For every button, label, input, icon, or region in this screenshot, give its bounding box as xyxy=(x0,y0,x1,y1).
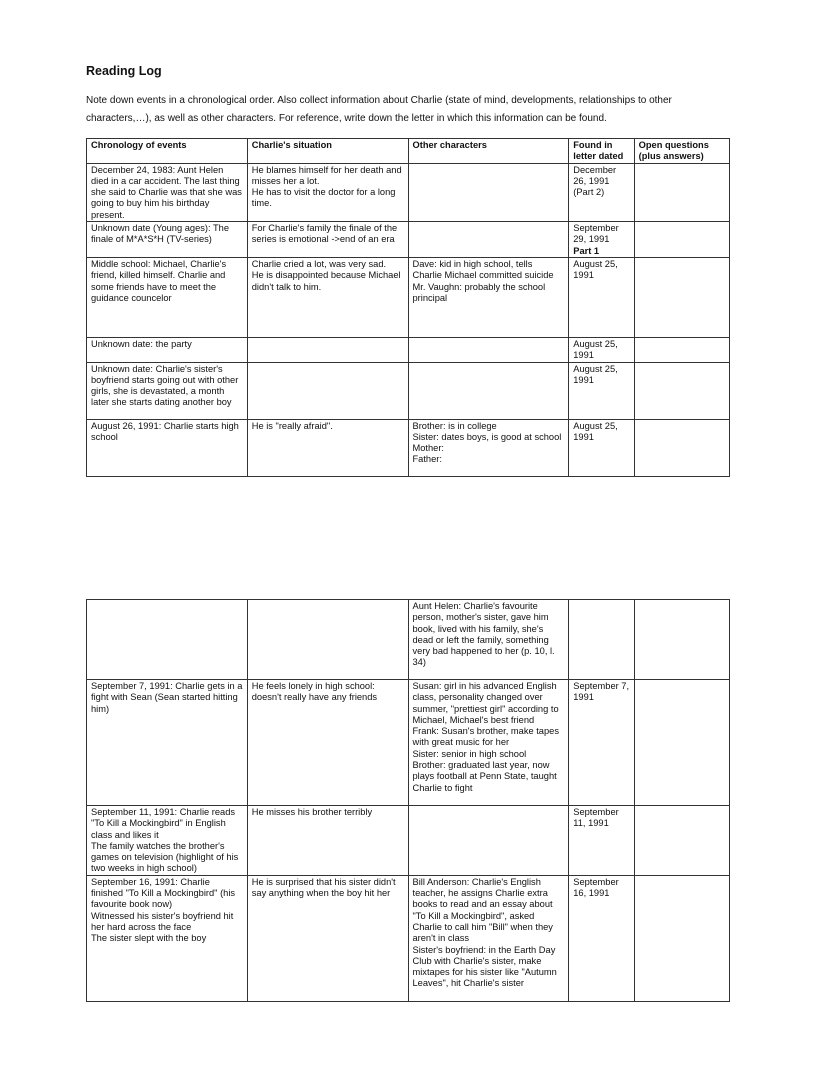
characters-cell xyxy=(408,362,569,419)
questions-cell xyxy=(634,875,729,1001)
situation-cell: Charlie cried a lot, was very sad. He is disappointed because Michael didn't talk to him. xyxy=(247,257,408,337)
found-cell xyxy=(569,222,634,258)
characters-cell: Dave: kid in high school, tells Charlie Michael committed suicide Mr. Vaughn: probably the school principal xyxy=(408,257,569,337)
event-cell: Unknown date: Charlie's sister's boyfriend starts going out with other girls, she is devastated, a month later she starts dating another boy xyxy=(87,362,248,419)
header-situation: Charlie's situation xyxy=(247,139,408,164)
header-found-in: Found in letter dated xyxy=(569,139,634,164)
table-row xyxy=(87,875,730,1001)
characters-cell xyxy=(408,163,569,221)
table-row xyxy=(87,222,730,258)
situation-cell xyxy=(247,362,408,419)
characters-cell: Bill Anderson: Charlie's English teacher, he assigns Charlie extra books to read and an essay about "To Kill a Mockingbird", asked Charlie to call him "Bill" when they aren't in class Sister's boyfriend: in the Earth Day Club with Charlie's sister, make mixtapes for his sister like "Autumn Leaves", hit Charlie's sister xyxy=(408,875,569,1001)
characters-cell: Brother: is in college Sister: dates boys, is good at school Mother: Father: xyxy=(408,419,569,476)
questions-cell xyxy=(634,257,729,337)
found-cell: August 25, 1991 xyxy=(569,257,634,337)
page-title: Reading Log xyxy=(86,64,162,78)
characters-cell xyxy=(408,337,569,362)
questions-cell xyxy=(634,680,729,806)
event-cell: December 24, 1983: Aunt Helen died in a car accident. The last thing she said to Charlie was that she was going to buy him his birthday present. xyxy=(87,163,248,221)
event-cell: August 26, 1991: Charlie starts high school xyxy=(87,419,248,476)
situation-cell: He is "really afraid". xyxy=(247,419,408,476)
found-date: September 29, 1991 xyxy=(573,223,619,245)
questions-cell xyxy=(634,600,729,680)
situation-cell: For Charlie's family the finale of the series is emotional ->end of an era xyxy=(247,222,408,258)
table-row xyxy=(87,806,730,876)
reading-log-table-part1 xyxy=(86,138,730,477)
situation-cell xyxy=(247,337,408,362)
found-cell: September 16, 1991 xyxy=(569,875,634,1001)
questions-cell xyxy=(634,806,729,876)
event-cell: Unknown date: the party xyxy=(87,337,248,362)
event-cell: Unknown date (Young ages): The finale of M*A*S*H (TV-series) xyxy=(87,222,248,258)
event-cell: September 16, 1991: Charlie finished "To Kill a Mockingbird" (his favourite book now) Witnessed his sister's boyfriend hit her hard across the face The sister slept with the boy xyxy=(87,875,248,1001)
found-cell: September 7, 1991 xyxy=(569,680,634,806)
header-other-characters: Other characters xyxy=(408,139,569,164)
found-cell: August 25, 1991 xyxy=(569,419,634,476)
part-label: Part 1 xyxy=(573,245,600,256)
questions-cell xyxy=(634,419,729,476)
event-cell: September 7, 1991: Charlie gets in a fight with Sean (Sean started hitting him) xyxy=(87,680,248,806)
event-cell: Middle school: Michael, Charlie's friend, killed himself. Charlie and some friends have to meet the guidance councelor xyxy=(87,257,248,337)
table-row xyxy=(87,163,730,221)
header-open-questions: Open questions (plus answers) xyxy=(634,139,729,164)
characters-cell xyxy=(408,806,569,876)
characters-cell xyxy=(408,222,569,258)
found-cell: August 25, 1991 xyxy=(569,362,634,419)
header-chronology: Chronology of events xyxy=(87,139,248,164)
situation-cell: He feels lonely in high school: doesn't really have any friends xyxy=(247,680,408,806)
event-cell: September 11, 1991: Charlie reads "To Kill a Mockingbird" in English class and likes it The family watches the brother's games on television (highlight of his two weeks in high school) xyxy=(87,806,248,876)
found-cell xyxy=(569,600,634,680)
found-cell: December 26, 1991 (Part 2) xyxy=(569,163,634,221)
situation-cell: He blames himself for her death and misses her a lot. He has to visit the doctor for a long time. xyxy=(247,163,408,221)
questions-cell xyxy=(634,163,729,221)
characters-cell: Aunt Helen: Charlie's favourite person, mother's sister, gave him book, lived with his family, she's dead or left the family, something very bad happened to her (p. 10, l. 34) xyxy=(408,600,569,680)
situation-cell: He is surprised that his sister didn't say anything when the boy hit her xyxy=(247,875,408,1001)
table-header-row xyxy=(87,139,730,164)
table-row xyxy=(87,600,730,680)
situation-cell xyxy=(247,600,408,680)
table-row xyxy=(87,257,730,337)
questions-cell xyxy=(634,362,729,419)
reading-log-table-part2 xyxy=(86,599,730,1002)
table-row xyxy=(87,362,730,419)
situation-cell: He misses his brother terribly xyxy=(247,806,408,876)
table-row xyxy=(87,419,730,476)
characters-cell: Susan: girl in his advanced English class, personality changed over summer, "prettiest girl" according to Michael, Michael's best friend Frank: Susan's brother, make tapes with great music for her Sister: senior in high school Brother: graduated last year, now plays football at Penn State, taught Charlie to fight xyxy=(408,680,569,806)
instructions-text: Note down events in a chronological order. Also collect information about Charlie (state of mind, developments, relationships to other characters,…), as well as other characters. For reference, write down the letter in which this information can be found. xyxy=(86,95,672,124)
questions-cell xyxy=(634,222,729,258)
questions-cell xyxy=(634,337,729,362)
event-cell xyxy=(87,600,248,680)
found-cell: August 25, 1991 xyxy=(569,337,634,362)
found-cell: September 11, 1991 xyxy=(569,806,634,876)
table-row xyxy=(87,337,730,362)
table-row xyxy=(87,680,730,806)
